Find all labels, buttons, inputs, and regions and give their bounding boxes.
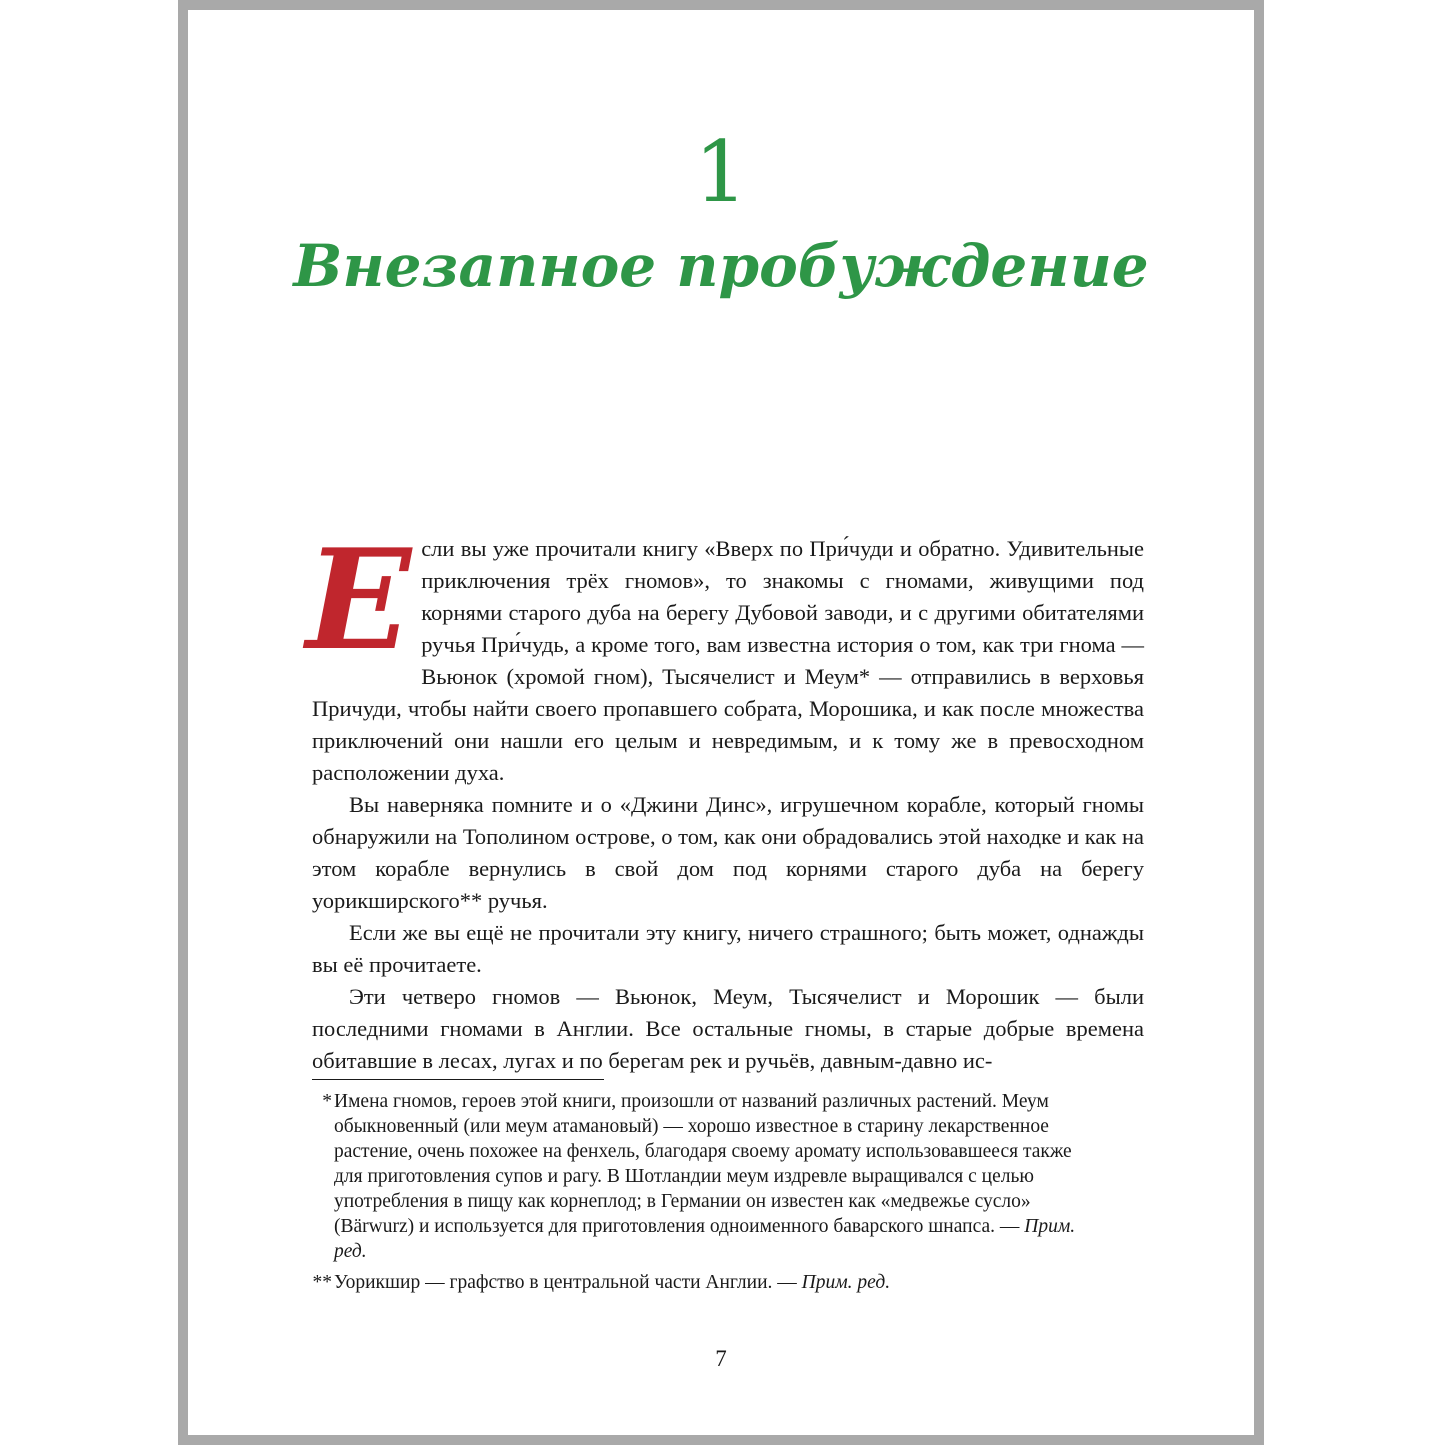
footnote-1-mark: *: [322, 1091, 332, 1112]
footnote-1: [312, 1089, 1092, 1264]
paragraph-1-text: сли вы уже прочитали книгу «Вверх по При́чуди и обратно. Удивительные приключения трёх гномов», то знакомы с гномами, живущими под корнями старого дуба на берегу Дубовой заводи, и с другими обитателями ручья При́чудь, а кроме того, вам известна история о том, как три гнома — Вьюнок (хромой гном), Тысячелист и Меум* — отправились в верховья Причуди, чтобы найти своего пропавшего собрата, Морошика, и как после множества приключений они нашли его целым и невредимым, и к тому же в превосходном расположении духа.: [312, 536, 1144, 785]
page-number: 7: [715, 1346, 727, 1371]
footnotes: [312, 1089, 1092, 1301]
footnote-2-mark: **: [312, 1272, 332, 1293]
footnote-2: [312, 1270, 1092, 1295]
footnote-2-text: Уорикшир — графство в центральной части Англии. —: [334, 1272, 802, 1293]
footnote-1-editor-note: Прим. ред.: [334, 1216, 1076, 1262]
footnote-2-editor-note: Прим. ред.: [801, 1272, 891, 1293]
paragraph-2: Вы наверняка помните и о «Джини Динс», игрушечном корабле, который гномы обнаружили на Тополином острове, о том, как они обрадовались этой находке и как на этом корабле вернулись в свой дом под корнями старого дуба на берегу уорикширского** ручья.: [312, 792, 1144, 913]
paragraph-1: [306, 518, 1144, 789]
footnote-1-text: Имена гномов, героев этой книги, произошли от названий различных растений. Меум обыкновенный (или меум атамановый) — хорошо известное в старину лекарственное растение, очень похожее на фенхель, благодаря своему аромату использовавшееся также для приготовления супов и рагу. В Шотландии меум издревле выращивался с целью употребления в пищу как корнеплод; в Германии он известен как «медвежье сусло» (Bärwurz) и используется для приготовления одноименного баварского шнапса. —: [334, 1091, 1072, 1237]
book-page: [178, 0, 1264, 1445]
footnote-rule: [312, 1079, 604, 1080]
paragraph-3: Если же вы ещё не прочитали эту книгу, ничего страшного; быть может, однажды вы её прочитаете.: [312, 920, 1144, 977]
chapter-number: 1: [694, 123, 748, 221]
drop-cap: Е: [306, 518, 412, 681]
chapter-title: Внезапное пробуждение: [293, 232, 1149, 300]
paragraph-4: Эти четверо гномов — Вьюнок, Меум, Тысячелист и Морошик — были последними гномами в Англии. Все остальные гномы, в старые добрые времена обитавшие в лесах, лугах и по берегам рек и ручьёв, давным-давно ис-: [312, 984, 1144, 1073]
body-text: [306, 518, 1144, 1077]
